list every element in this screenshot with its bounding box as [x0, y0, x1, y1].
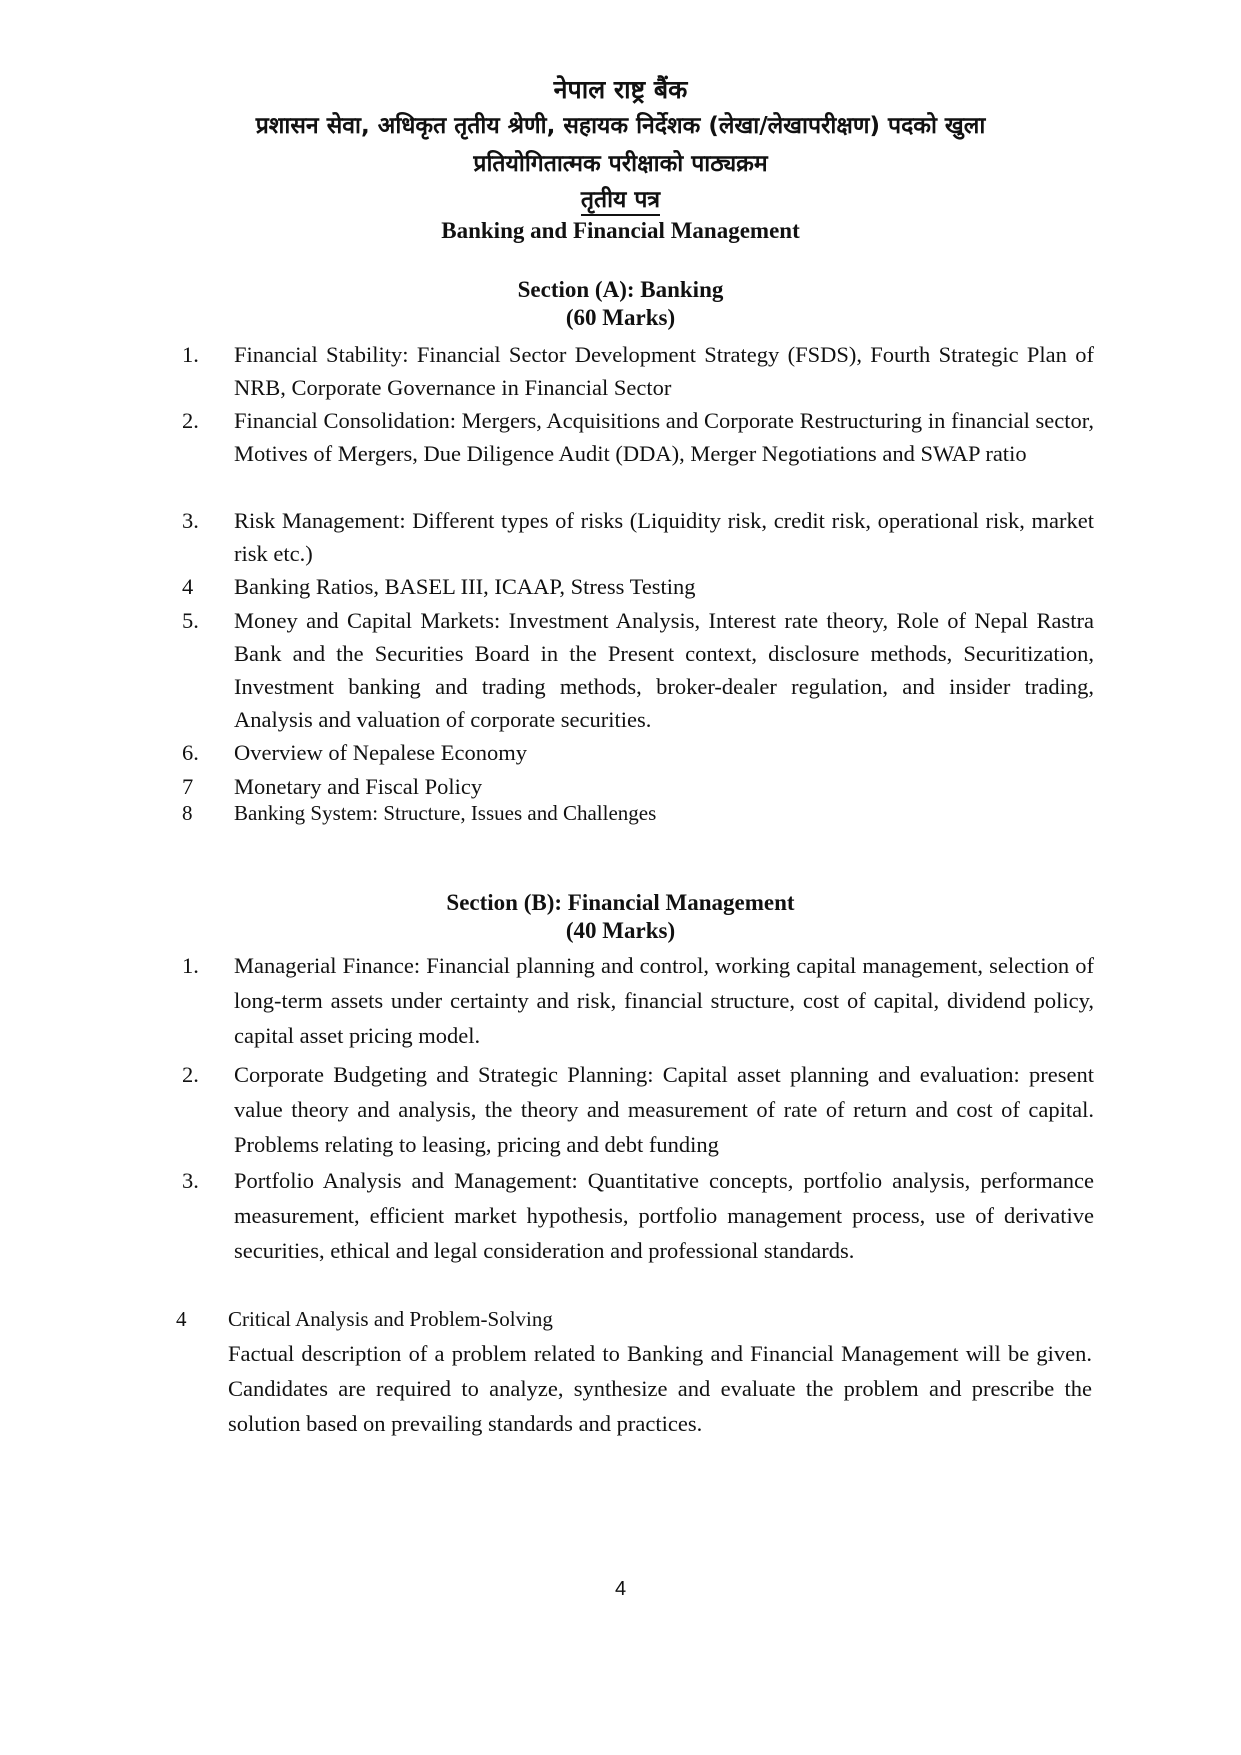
- item-number: 1.: [182, 342, 199, 367]
- section-b-marks: (40 Marks): [565, 918, 676, 943]
- item-number: 1.: [182, 953, 199, 978]
- item-text: Banking Ratios, BASEL III, ICAAP, Stress Testing: [234, 574, 696, 599]
- item-number: 3.: [182, 1168, 199, 1193]
- section-b-heading: [0, 889, 1241, 945]
- item-number: 5.: [182, 608, 199, 633]
- item-text: Corporate Budgeting and Strategic Planning: Capital asset planning and evaluation: present value theory and analysis, the theory and measurement of rate of return and cost of capital. Problems relating to leasing, pricing and debt funding: [234, 1062, 1094, 1157]
- subject-title: Banking and Financial Management: [441, 218, 800, 243]
- page-number: 4: [614, 1578, 627, 1600]
- section-a-title: Section (A): Banking: [517, 277, 724, 302]
- paper-title-text: तृतीय पत्र: [581, 187, 660, 216]
- item-text: Risk Management: Different types of risks (Liquidity risk, credit risk, operational risk, market risk etc.): [234, 508, 1094, 566]
- item-text: Money and Capital Markets: Investment Analysis, Interest rate theory, Role of Nepal Rastra Bank and the Securities Board in the Present context, disclosure methods, Securitization, Investment banking and trading methods, broker-dealer regulation, and insider trading, Analysis and valuation of corporate securities.: [234, 608, 1094, 732]
- item-number: 8: [182, 801, 193, 825]
- item-number: 2.: [182, 1062, 199, 1087]
- org-name: नेपाल राष्ट्र बैंक: [553, 75, 688, 104]
- problem-note-text: Factual description of a problem related to Banking and Financial Management will be given. Candidates are required to analyze, synthesize and evaluate the problem and prescribe the solution based on prevailing standards and practices.: [228, 1341, 1092, 1436]
- item-text: Monetary and Fiscal Policy: [234, 774, 483, 799]
- item-text: Portfolio Analysis and Management: Quantitative concepts, portfolio analysis, performance measurement, efficient market hypothesis, portfolio management process, use of derivative securities, ethical and legal consideration and professional standards.: [234, 1168, 1094, 1263]
- item-text: Banking System: Structure, Issues and Challenges: [234, 801, 657, 825]
- item-text: Financial Consolidation: Mergers, Acquisitions and Corporate Restructuring in financial sector, Motives of Mergers, Due Diligence Audit (DDA), Merger Negotiations and SWAP ratio: [234, 408, 1094, 466]
- item-text: Overview of Nepalese Economy: [234, 740, 528, 765]
- item-number: 3.: [182, 508, 199, 533]
- item-number: 4: [176, 1307, 187, 1331]
- section-b-title: Section (B): Financial Management: [446, 890, 795, 915]
- item-number: 2.: [182, 408, 199, 433]
- paper-title: [0, 182, 1241, 214]
- post-title: प्रशासन सेवा, अधिकृत तृतीय श्रेणी, सहायक निर्देशक (लेखा/लेखापरीक्षण) पदको खुला: [255, 113, 986, 139]
- section-a-marks: (60 Marks): [565, 305, 676, 330]
- exam-syllabus-title: प्रतियोगितात्मक परीक्षाको पाठ्यक्रम: [473, 151, 768, 177]
- item-text: Managerial Finance: Financial planning and control, working capital management, selection of long-term assets under certainty and risk, financial structure, cost of capital, dividend policy, capital asset pricing model.: [234, 953, 1094, 1048]
- section-a-heading: [0, 276, 1241, 332]
- item-text: Financial Stability: Financial Sector Development Strategy (FSDS), Fourth Strategic Plan of NRB, Corporate Governance in Financial Sector: [234, 342, 1094, 400]
- item-number: 4: [182, 574, 194, 599]
- item-number: 7: [182, 774, 194, 799]
- item-number: 6.: [182, 740, 199, 765]
- item-text: Critical Analysis and Problem-Solving: [228, 1307, 553, 1331]
